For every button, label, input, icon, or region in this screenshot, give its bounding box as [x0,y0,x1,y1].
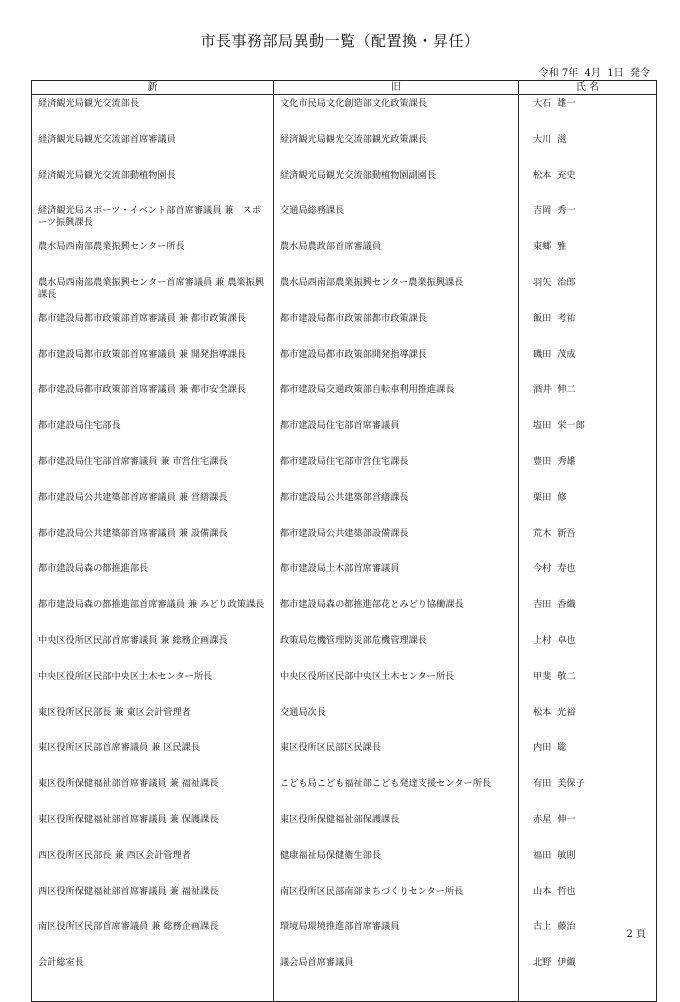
old-position-cell: 東区役所保健福祉部保護課長 [274,811,519,847]
old-position-cell: 都市建設局住宅部市営住宅課長 [274,453,519,489]
table-row [32,883,657,919]
person-name-cell: 大石 雄一 [519,95,657,131]
new-position-cell: 都市建設局都市政策部首席審議員 兼 都市政策課長 [32,310,274,346]
new-position-cell: 農水局西南部農業振興センター首席審議員 兼 農業振興課長 [32,274,274,310]
old-position-cell: 南区役所区民部南部まちづくりセンター所長 [274,883,519,919]
old-position-cell: 東区役所区民部区民課長 [274,739,519,775]
new-position-cell: 東区役所保健福祉部首席審議員 兼 福祉課長 [32,775,274,811]
new-position-cell: 都市建設局住宅部首席審議員 兼 市営住宅課長 [32,453,274,489]
old-position-cell: 都市建設局公共建築部営繕課長 [274,489,519,525]
new-position-cell: 都市建設局公共建築部首席審議員 兼 営繕課長 [32,489,274,525]
old-position-cell: 経済観光局観光交流部観光政策課長 [274,131,519,167]
table-row [32,274,657,310]
new-position-cell: 東区役所保健福祉部首席審議員 兼 保護課長 [32,811,274,847]
person-name-cell: 豊田 秀雄 [519,453,657,489]
new-position-cell: 農水局西南部農業振興センター所長 [32,238,274,274]
table-row [32,596,657,632]
personnel-table [31,80,657,1002]
old-position-cell: 都市建設局森の都推進部花とみどり協働課長 [274,596,519,632]
person-name-cell: 今村 寿也 [519,560,657,596]
issue-date: 令和 7年 4月 1日 発令 [538,68,650,79]
table-row [32,918,657,954]
new-position-cell: 東区役所区民部長 兼 東区会計管理者 [32,704,274,740]
new-position-cell: 経済観光局観光交流部長 [32,95,274,131]
table-row [32,238,657,274]
new-position-cell: 中央区役所区民部中央区土木センター所長 [32,668,274,704]
old-position-cell: 都市建設局土木部首席審議員 [274,560,519,596]
person-name-cell: 北野 伊織 [519,954,657,1002]
old-position-cell: 健康福祉局保健衛生部長 [274,847,519,883]
old-position-cell: 中央区役所区民部中央区土木センター所長 [274,668,519,704]
person-name-cell: 松本 充史 [519,167,657,203]
person-name-cell: 磯田 茂成 [519,346,657,382]
person-name-cell: 松本 光裕 [519,704,657,740]
table-row [32,167,657,203]
person-name-cell: 東郷 雅 [519,238,657,274]
old-position-cell: 都市建設局住宅部首席審議員 [274,417,519,453]
new-position-cell: 都市建設局都市政策部首席審議員 兼 都市安全課長 [32,381,274,417]
table-header-row [32,81,657,95]
new-position-cell: 都市建設局森の都推進部長 [32,560,274,596]
header-new: 新 [32,81,274,95]
table-row [32,131,657,167]
document-title: 市長事務部局異動一覧（配置換・昇任） [200,32,480,50]
person-name-cell: 酒井 伸二 [519,381,657,417]
person-name-cell: 山本 哲也 [519,883,657,919]
table-row [32,811,657,847]
new-position-cell: 経済観光局観光交流部動植物園長 [32,167,274,203]
table-row [32,95,657,131]
person-name-cell: 古上 藤治 [519,918,657,954]
new-position-cell: 南区役所区民部首席審議員 兼 総務企画課長 [32,918,274,954]
new-position-cell: 経済観光局観光交流部首席審議員 [32,131,274,167]
old-position-cell: 文化市民局文化創造部文化政策課長 [274,95,519,131]
person-name-cell: 内田 聡 [519,739,657,775]
table-row [32,525,657,561]
new-position-cell: 会計総室長 [32,954,274,1002]
new-position-cell: 西区役所区民部長 兼 西区会計管理者 [32,847,274,883]
table-row [32,632,657,668]
person-name-cell: 栗田 修 [519,489,657,525]
table-row [32,453,657,489]
table-row [32,668,657,704]
old-position-cell: 都市建設局公共建築部設備課長 [274,525,519,561]
table-row [32,560,657,596]
page-number: 2 頁 [626,929,646,940]
person-name-cell: 赤星 伸一 [519,811,657,847]
old-position-cell: 交通局次長 [274,704,519,740]
table-row [32,202,657,238]
old-position-cell: 都市建設局都市政策部開発指導課長 [274,346,519,382]
person-name-cell: 飯田 考祐 [519,310,657,346]
person-name-cell: 有田 美保子 [519,775,657,811]
old-position-cell: 環境局環境推進部首席審議員 [274,918,519,954]
new-position-cell: 都市建設局都市政策部首席審議員 兼 開発指導課長 [32,346,274,382]
table-row [32,381,657,417]
person-name-cell: 荒木 新吾 [519,525,657,561]
table-row [32,739,657,775]
old-position-cell: 政策局危機管理防災部危機管理課長 [274,632,519,668]
table-row [32,489,657,525]
table-row [32,775,657,811]
old-position-cell: 都市建設局交通政策部自転車利用推進課長 [274,381,519,417]
person-name-cell: 塩田 栄一郎 [519,417,657,453]
old-position-cell: 農水局農政部首席審議員 [274,238,519,274]
old-position-cell: 経済観光局観光交流部動植物園副園長 [274,167,519,203]
header-name: 氏 名 [519,81,657,95]
table-row [32,346,657,382]
person-name-cell: 甲斐 敬二 [519,668,657,704]
new-position-cell: 都市建設局住宅部長 [32,417,274,453]
new-position-cell: 都市建設局森の都推進部首席審議員 兼 みどり政策課長 [32,596,274,632]
person-name-cell: 大川 滋 [519,131,657,167]
table-row [32,417,657,453]
new-position-cell: 経済観光局スポーツ・イベント部首席審議員 兼 スポーツ振興課長 [32,202,274,238]
new-position-cell: 中央区役所区民部首席審議員 兼 総務企画課長 [32,632,274,668]
table-row [32,954,657,1002]
new-position-cell: 東区役所区民部首席審議員 兼 区民課長 [32,739,274,775]
person-name-cell: 羽矢 治郎 [519,274,657,310]
new-position-cell: 都市建設局公共建築部首席審議員 兼 設備課長 [32,525,274,561]
person-name-cell: 吉田 香織 [519,596,657,632]
person-name-cell: 福田 敏則 [519,847,657,883]
person-name-cell: 吉岡 秀一 [519,202,657,238]
header-old: 旧 [274,81,519,95]
table-row [32,310,657,346]
table-row [32,704,657,740]
old-position-cell: こども局こども福祉部こども発達支援センター所長 [274,775,519,811]
old-position-cell: 都市建設局都市政策部都市政策課長 [274,310,519,346]
person-name-cell: 上村 卓也 [519,632,657,668]
table-row [32,847,657,883]
new-position-cell: 西区役所保健福祉部首席審議員 兼 福祉課長 [32,883,274,919]
old-position-cell: 交通局総務課長 [274,202,519,238]
old-position-cell: 農水局西南部農業振興センター農業振興課長 [274,274,519,310]
old-position-cell: 議会局首席審議員 [274,954,519,1002]
